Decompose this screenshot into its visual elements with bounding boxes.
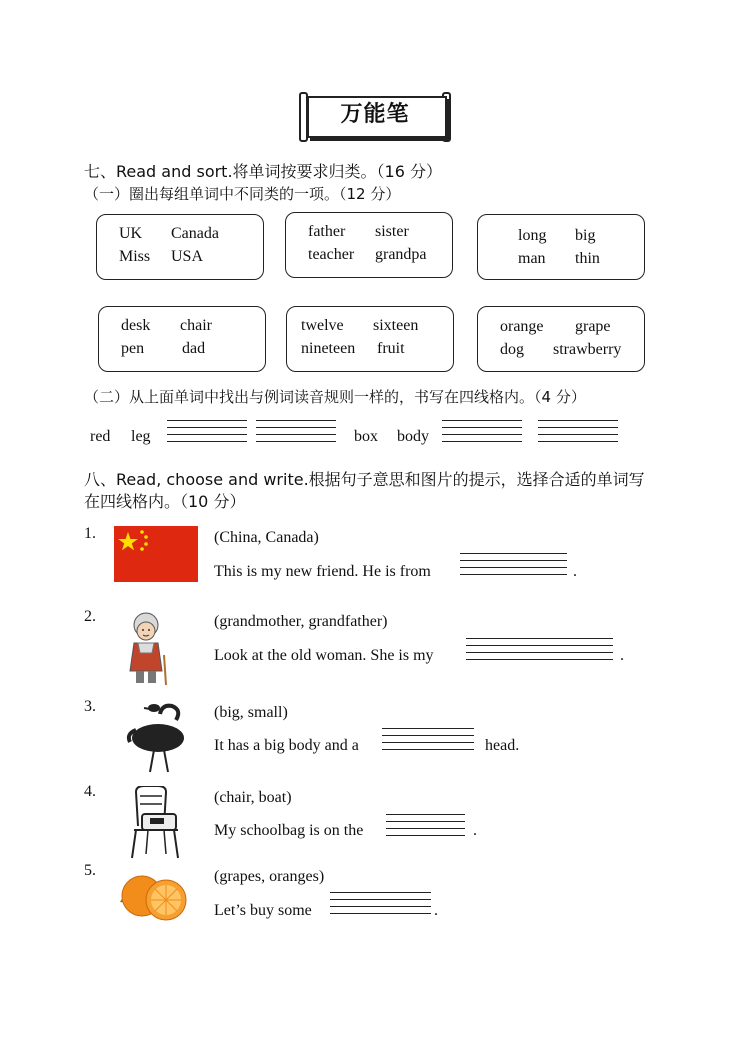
question-options: (grapes, oranges) [214, 868, 325, 885]
grandmother-image [124, 611, 172, 687]
question-options: (chair, boat) [214, 789, 292, 806]
word-group-5 [286, 306, 454, 372]
answer-four-line-grid[interactable] [466, 638, 613, 666]
example-word: leg [131, 428, 151, 445]
title-banner [299, 90, 451, 142]
word-group-1 [96, 214, 264, 280]
four-line-grid[interactable] [167, 420, 247, 448]
question-sentence-end: . [473, 822, 477, 839]
word[interactable]: man [518, 250, 546, 267]
banner-title: 万能笔 [340, 102, 410, 127]
word[interactable]: dad [182, 340, 206, 357]
word[interactable]: orange [500, 318, 544, 335]
question-sentence-end: . [573, 563, 577, 580]
example-word: red [90, 428, 111, 445]
example-word: box [354, 428, 378, 445]
section-8-heading: 八、Read, choose and write.根据句子意思和图片的提示，选择合适的单词写 [84, 470, 645, 489]
question-sentence: This is my new friend. He is from [214, 563, 431, 580]
question-options: (China, Canada) [214, 529, 319, 546]
word[interactable]: father [308, 223, 346, 240]
question-sentence-end: . [620, 647, 624, 664]
question-sentence-end: . [434, 902, 438, 919]
word[interactable]: sixteen [373, 317, 419, 334]
ostrich-image [124, 700, 190, 774]
word[interactable]: nineteen [301, 340, 356, 357]
section-7-part-1: （一）圈出每组单词中不同类的一项。（12 分） [84, 185, 401, 203]
word-group-6 [477, 306, 645, 372]
four-line-grid[interactable] [538, 420, 618, 448]
word[interactable]: thin [575, 250, 600, 267]
question-number: 2. [84, 608, 96, 625]
word[interactable]: sister [375, 223, 409, 240]
section-7-heading: 七、Read and sort.将单词按要求归类。（16 分） [84, 162, 442, 181]
word[interactable]: grape [575, 318, 611, 335]
word-group-3 [477, 214, 645, 280]
answer-four-line-grid[interactable] [382, 728, 474, 756]
question-sentence-end: head. [485, 737, 520, 754]
four-line-grid[interactable] [256, 420, 336, 448]
china-flag-image [114, 526, 198, 582]
word[interactable]: twelve [301, 317, 344, 334]
answer-four-line-grid[interactable] [330, 892, 431, 920]
question-options: (grandmother, grandfather) [214, 613, 388, 630]
word[interactable]: pen [121, 340, 145, 357]
word[interactable]: big [575, 227, 596, 244]
question-number: 4. [84, 783, 96, 800]
word[interactable]: dog [500, 341, 524, 358]
question-sentence: Let’s buy some [214, 902, 312, 919]
word[interactable]: long [518, 227, 547, 244]
word[interactable]: USA [171, 248, 204, 265]
question-sentence: My schoolbag is on the [214, 822, 364, 839]
word[interactable]: Miss [119, 248, 151, 265]
four-line-grid[interactable] [442, 420, 522, 448]
question-number: 5. [84, 862, 96, 879]
word[interactable]: strawberry [553, 341, 622, 358]
answer-four-line-grid[interactable] [386, 814, 465, 842]
example-word: body [397, 428, 429, 445]
word[interactable]: desk [121, 317, 151, 334]
schoolbag-on-chair-image [124, 786, 182, 860]
oranges-image [116, 868, 190, 922]
answer-four-line-grid[interactable] [460, 553, 567, 581]
question-number: 3. [84, 698, 96, 715]
section-7-part-2: （二）从上面单词中找出与例词读音规则一样的，书写在四线格内。（4 分） [84, 388, 586, 406]
question-sentence: Look at the old woman. She is my [214, 647, 434, 664]
section-8-heading-cont: 在四线格内。（10 分） [84, 492, 246, 511]
word-group-4 [98, 306, 266, 372]
question-number: 1. [84, 525, 96, 542]
word-group-2 [285, 212, 453, 278]
question-options: (big, small) [214, 704, 288, 721]
word[interactable]: UK [119, 225, 143, 242]
word[interactable]: fruit [377, 340, 405, 357]
question-sentence: It has a big body and a [214, 737, 359, 754]
word[interactable]: Canada [171, 225, 219, 242]
word[interactable]: grandpa [375, 246, 427, 263]
word[interactable]: chair [180, 317, 212, 334]
word[interactable]: teacher [308, 246, 355, 263]
